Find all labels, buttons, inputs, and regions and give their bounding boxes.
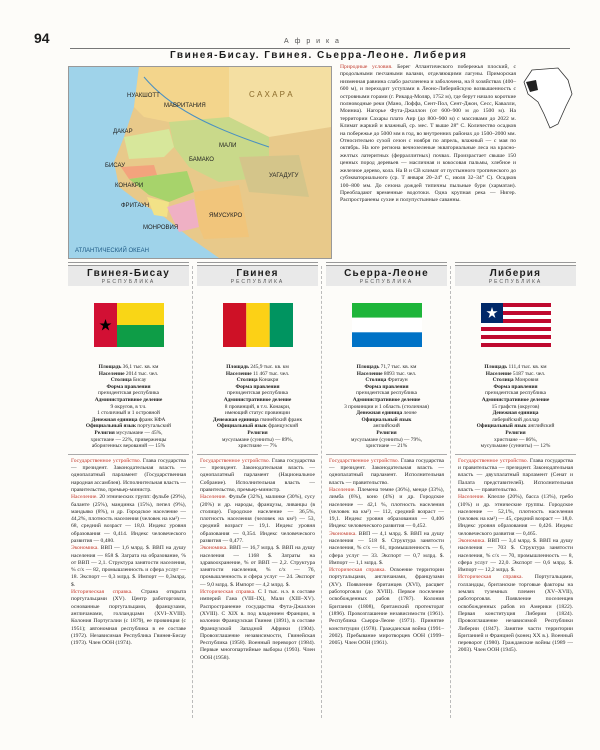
paragraph-text: Освоение территории португальцами, англичанами, французами (XV). Появление британцев (XVI), расцвет работорговли (до XVIII). Первое поселение освобожденных рабов (1787). Колония Британии (1808), британский протекторат (1896). Провозглашение независимости (1961). Республика Сьерра-Леоне (1971). Принятие конституции (1978). Гражданская война (1991–2002). Пребывание миротворцев ООН (1999–2005). Член ООН (1961). xyxy=(329,567,444,647)
paragraph-text: ВВП — 16,7 млрд. $. ВВП на душу населения — 1168 $. Затраты на здравоохранение, % от ВВП — 2,2. Структура занятости населения, % с/х — 76, промышленность и сфера услуг — 24. Экспорт — 9,0 млрд. $. Импорт — 4,2 млрд. $. xyxy=(200,545,315,588)
fact-key: Официальный язык xyxy=(85,423,136,430)
fact-value: 2014 тыс. чел. xyxy=(124,370,159,377)
fact-value: 245,9 тыс. кв. км xyxy=(248,364,289,370)
fact-key: Официальный язык xyxy=(216,423,267,430)
country-type: РЕСПУБЛИКА xyxy=(101,279,156,285)
flag-box xyxy=(326,286,447,364)
intro-body: Берег Атлантического побережья плоский, с продольными песчаными валами, отделяющими лагуны. Приморская низменная равнина слабо расчленена и заболочена, на 8 хозяйствах (400–600 м), и переходит уступами в Леоно-Либерийскую возвышенность с островными горами (г. Рикард-Моляр, 1752 м), где берут начало короткие полноводные реки (Мано, Лоффа, Сент-Пол, Сент-Джон, Сесс, Кавалли, Моиниа). Нагорье Фута-Джаллон (от 600–900 м до 1500 м). На территории Сахары плато Аир (до 800–900 м) с массивами до 2022 м. Климат жаркий и влажный, ср. мес. Т выше 28° С. Количество осадков на побережье до 5000 мм в год, во внутренних районах до 1500–2000 мм. Относительно сухой сезон с ноября по апрель, влажный — с мая по октябрь. На юге региона вечнозеленые экваториальные леса на красно-желтых латеритных (ферраллитных) почвах. Произрастает свыше 150 ценных пород деревьев — масличная и кокосовая пальмы, хлебное и железное дерево, кола. На В и СВ климат от пустынного тропического до субэкваториального (ср. Т января 20–24° С, июля 32–34° С). Осадков 100–800 мм. До сезона дождей типичны пыльные бури (харматан). Преобладают временные водотоки. Одна крупная река — Нигер. Распространены сухие и полупустынные саванны. xyxy=(340,64,516,204)
fact-key: Денежная единица xyxy=(91,416,138,423)
fact-value: христиане — 7% xyxy=(238,443,277,450)
fact-row xyxy=(459,410,572,417)
flag-liberia xyxy=(481,303,551,347)
fact-value: христиане — 21% xyxy=(365,443,408,450)
fact-row xyxy=(72,443,185,450)
fact-key: Площадь xyxy=(484,364,508,370)
paragraph-text: Глава государства — президент. Законодательная власть — однопалатный парламент. Исполнительная власть — правительство. xyxy=(329,457,444,486)
fact-value: 8093 тыс. чел. xyxy=(382,370,417,377)
fact-key: Денежная единица xyxy=(212,416,259,423)
body-paragraph xyxy=(329,531,444,567)
fact-row xyxy=(330,364,443,371)
fact-key: Форма правления xyxy=(493,383,538,390)
fact-key: Религия xyxy=(376,429,397,436)
country-body xyxy=(197,455,318,718)
fact-key: Площадь xyxy=(356,364,380,370)
fact-key: Религия xyxy=(247,429,268,436)
page-number: 94 xyxy=(34,30,50,46)
country-header xyxy=(68,266,189,286)
country-card-guinea-bissau xyxy=(68,262,189,718)
fact-row xyxy=(459,390,572,397)
fact-key: Площадь xyxy=(226,364,249,370)
body-paragraph xyxy=(458,494,573,538)
fact-row xyxy=(72,430,185,437)
country-type: РЕСПУБЛИКА xyxy=(488,279,543,285)
map-label-mauritania: МАВРИТАНИЯ xyxy=(164,103,206,109)
paragraph-heading: Экономика. xyxy=(458,537,486,544)
fact-key: Административное деление xyxy=(94,396,163,403)
fact-value: Конакри xyxy=(257,377,279,384)
fact-value: 111,4 тыс. кв. км xyxy=(507,364,547,370)
fact-key: Население xyxy=(225,370,252,377)
fact-value: 15 графств (округов) xyxy=(491,403,540,410)
paragraph-text: Глава государства — президент. Законодательная власть — однопалатный парламент (Национальное Собрание). Исполнительная власть — правительство, премьер-министр. xyxy=(200,457,315,493)
fact-key: Административное деление xyxy=(481,396,550,403)
fact-value: мусульмане (сунниты) — 12% xyxy=(480,443,551,450)
body-paragraph xyxy=(458,458,573,494)
fact-row xyxy=(72,364,185,371)
country-type: РЕСПУБЛИКА xyxy=(230,279,285,285)
fact-key: Площадь xyxy=(98,364,122,370)
paragraph-text: Фульбе (32%), малинке (30%), сусу (20%) и др. народы, французы, ливанцы (в столице). Городское население — 36,5%, плотность населения (человек на км²) — 53, средний возраст — 19,1. Индекс уровня образования — 0,354. Индекс человеческого развития — 0,477. xyxy=(200,494,315,544)
body-paragraph xyxy=(329,487,444,531)
map-label-yamoussoukro: ЯМУСУКРО xyxy=(209,213,243,219)
fact-row xyxy=(201,423,314,430)
fact-value: президентская республика xyxy=(356,390,417,397)
page-title: Гвинея-Бисау. Гвинея. Сьерра-Леоне. Либерия xyxy=(170,50,468,61)
fact-row xyxy=(72,397,185,404)
fact-row xyxy=(330,430,443,437)
map-label-ouagadougou: УАГАДУГУ xyxy=(269,173,299,179)
fact-value: мусульмане (сунниты) — 89%, xyxy=(222,436,293,443)
body-paragraph xyxy=(200,494,315,545)
fact-key: Официальный язык xyxy=(476,423,527,430)
fact-value: английский xyxy=(526,423,555,430)
map-illustration xyxy=(69,67,331,258)
fact-value: Бисау xyxy=(131,377,147,384)
paragraph-text: ВВП — 1,6 млрд. $. ВВП на душу населения — 858 $. Заграта на образование, % от ВВП — 2,1. Структура занятости населения, % с/х — 82, промышленность и сфера услуг — 18. Экспорт — 0,3 млрд. $. Импорт — 0,3млрд. $. xyxy=(71,545,186,588)
fact-row xyxy=(459,364,572,371)
country-card-sierra-leone xyxy=(326,262,447,718)
fact-row xyxy=(330,390,443,397)
fact-value: президентская республика xyxy=(485,390,546,397)
facts-list xyxy=(72,364,185,450)
paragraph-heading: Историческая справка. xyxy=(329,567,386,574)
paragraph-heading: Население. xyxy=(458,494,485,501)
fact-row xyxy=(201,437,314,444)
natural-conditions-text xyxy=(340,64,516,205)
country-card-liberia xyxy=(455,262,576,718)
paragraph-text: Племена темне (36%), менде (33%), лимба (6%), коно (4%) и др. Городское население — 42,1 %, плотность населения (человек на км²) — 112, средний возраст — 19,1. Индекс уровня образования — 0,406 Индекс человеческого развития — 0,452. xyxy=(329,486,444,530)
fact-key: Административное деление xyxy=(223,396,292,403)
fact-row xyxy=(330,397,443,404)
fact-key: Столица xyxy=(365,377,387,384)
header-rule xyxy=(70,48,570,49)
body-paragraph xyxy=(458,538,573,574)
fact-value: Монровия xyxy=(513,377,539,384)
fact-key: Столица xyxy=(110,377,132,384)
paragraph-text: Глава государства — президент. Законодательная власть — однопалатный парламент (Государственная народная ассамблея). Исполнительная власть — правительство, премьер-министр. xyxy=(71,457,187,493)
paragraph-heading: Государственное устройство. xyxy=(458,457,529,464)
paragraph-text: Глава государства и правительства — президент. Законодательная власть — двухпалатный парламент (Сенат и Палата представителей). Исполнительная власть — правительство. xyxy=(458,457,573,493)
country-header xyxy=(197,266,318,286)
paragraph-text: ВВП — 3,4 млрд. $. ВВП на душу населения — 703 $. Структура занятости населения, % с/х — 70, промышленность — 8, сфера услуг — 22,0. Экспорт — 0,6 млрд. $. Импорт — 12,2 млрд. $. xyxy=(458,537,573,574)
column-divider xyxy=(321,266,322,718)
country-name: Гвинея xyxy=(236,268,279,279)
fact-row xyxy=(459,397,572,404)
fact-value: леоне xyxy=(402,410,417,417)
paragraph-heading: Экономика. xyxy=(200,545,228,552)
fact-value: французский xyxy=(266,423,299,430)
fact-row xyxy=(459,430,572,437)
body-paragraph xyxy=(200,458,315,494)
fact-value: имеющий статус провинции xyxy=(224,410,291,417)
fact-key: Форма правления xyxy=(364,383,409,390)
facts-list xyxy=(459,364,572,450)
country-facts xyxy=(326,364,447,455)
paragraph-heading: Население. xyxy=(329,486,356,493)
fact-value: 9 округов, в т.ч. xyxy=(110,403,147,410)
paragraph-heading: Историческая справка. xyxy=(458,574,523,581)
country-type: РЕСПУБЛИКА xyxy=(359,279,414,285)
fact-row xyxy=(459,443,572,450)
fact-row xyxy=(72,423,185,430)
paragraph-text: С I тыс. н.э. в составе империй Гана (VIII–IX), Мали (XIII–XV). Распространение государства Фута-Джаллон (XVIII). С XIX в. под владением Франции, в колонии Французская Гвинея (1891), в составе Французской Западной Африки (1904). Провозглашение независимости, Гвинейская Республика (1958). Военный переворот (1984). Первые многопартийные выборы (1993). Член ООН (1958). xyxy=(200,589,315,661)
fact-value: 11 467 тыс. чел. xyxy=(251,370,290,377)
paragraph-text: Кпелле (20%), басса (13%), гребо (10%) и др. этнические группы. Городское население — 52,1%, плотность населения (человек на км²) — 45, средний возраст — 18,0. Индекс уровня образования — 0,426. Индекс человеческого развития — 0,465. xyxy=(458,494,573,537)
fact-row xyxy=(72,410,185,417)
fact-row xyxy=(459,404,572,411)
paragraph-text: Страна открыта португальцами (XV). Центр работорговли, основанные португальцами, французами, англичанами, голландцами (XVI–XVIII). Колония Португалии (с 1879), ее провинция (с 1951); автономная республика в ее составе (1972). Независимая Республика Гвинея-Бисау (1973). Член ООН (1974). xyxy=(71,589,186,647)
fact-row xyxy=(330,371,443,378)
map-label-nouakchott: НУАКШОТТ xyxy=(127,93,160,99)
country-facts xyxy=(68,364,189,455)
fact-value: мусульмане (сунниты) — 79%, xyxy=(351,436,422,443)
fact-row xyxy=(201,410,314,417)
country-facts xyxy=(197,364,318,455)
map-label-atlantic: АТЛАНТИЧЕСКИЙ ОКЕАН xyxy=(75,248,149,254)
fact-key: Денежная единица xyxy=(356,410,403,417)
fact-key: Столица xyxy=(492,377,514,384)
fact-value: 5187 тыс. чел. xyxy=(511,370,546,377)
country-cards xyxy=(68,262,576,718)
body-paragraph xyxy=(200,545,315,589)
body-paragraph xyxy=(71,458,186,494)
fact-value: 71,7 тыс. кв. км xyxy=(379,364,417,370)
intro-lead: Природные условия. xyxy=(340,64,393,70)
map-label-freetown: ФРИТАУН xyxy=(121,203,150,209)
fact-key: Официальный язык xyxy=(361,416,412,423)
country-name: Либерия xyxy=(489,268,542,279)
paragraph-heading: Историческая справка. xyxy=(200,589,256,596)
flag-box xyxy=(197,286,318,364)
paragraph-heading: Экономика. xyxy=(71,545,99,552)
map-label-conakry: КОНАКРИ xyxy=(115,183,144,189)
fact-key: Религия xyxy=(505,429,526,436)
fact-value: президентская республика xyxy=(98,390,159,397)
africa-outline xyxy=(524,68,572,128)
fact-row xyxy=(459,371,572,378)
fact-row xyxy=(330,437,443,444)
paragraph-heading: Население. xyxy=(200,494,227,501)
fact-value: президентская республика xyxy=(227,390,288,397)
fact-value: английский xyxy=(373,423,400,430)
map-label-bissau: БИСАУ xyxy=(105,163,126,169)
country-card-guinea xyxy=(197,262,318,718)
fact-row xyxy=(72,377,185,384)
fact-value: христиане — 86%, xyxy=(494,436,537,443)
flag-box xyxy=(455,286,576,364)
body-paragraph xyxy=(71,545,186,589)
paragraph-heading: Государственное устройство. xyxy=(200,457,271,464)
fact-row xyxy=(330,377,443,384)
flag-guinea-bissau xyxy=(94,303,164,347)
country-header xyxy=(455,266,576,286)
flag-box xyxy=(68,286,189,364)
facts-list xyxy=(330,364,443,450)
fact-row xyxy=(330,410,443,417)
fact-value: 8 провинций, в т.ч. Конакри, xyxy=(224,403,291,410)
country-name: Гвинея-Бисау xyxy=(86,268,171,279)
fact-key: Форма правления xyxy=(235,383,280,390)
fact-key: Форма правления xyxy=(106,383,151,390)
paragraph-heading: Государственное устройство. xyxy=(71,457,142,464)
column-divider xyxy=(192,266,193,718)
country-body xyxy=(455,455,576,718)
paragraph-heading: Экономика. xyxy=(329,530,357,537)
fact-row xyxy=(201,377,314,384)
fact-value: франк КФА xyxy=(137,416,166,423)
flag-guinea xyxy=(223,303,293,347)
country-body xyxy=(68,455,189,718)
fact-key: Религия xyxy=(94,429,115,436)
fact-value: либерийский доллар xyxy=(491,416,540,423)
fact-row xyxy=(201,390,314,397)
fact-value: 3 провинции и 1 область (столичная) xyxy=(344,403,429,410)
fact-value: 36,1 тыс. кв. км xyxy=(121,364,159,370)
fact-row xyxy=(72,390,185,397)
fact-key: Административное деление xyxy=(352,396,421,403)
fact-value: аборигенных верований — 15% xyxy=(91,443,166,450)
section-title: А ф р и к а xyxy=(284,38,341,45)
fact-key: Население xyxy=(485,370,512,377)
country-header xyxy=(326,266,447,286)
fact-row xyxy=(330,404,443,411)
fact-value: португальский xyxy=(135,423,172,430)
fact-value: Фритаун xyxy=(386,377,408,384)
fact-row xyxy=(330,423,443,430)
body-paragraph xyxy=(200,589,315,662)
fact-key: Население xyxy=(356,370,383,377)
facts-list xyxy=(201,364,314,450)
country-name: Сьерра-Леоне xyxy=(344,268,429,279)
body-paragraph xyxy=(71,589,186,647)
fact-row xyxy=(201,443,314,450)
fact-row xyxy=(201,364,314,371)
fact-row xyxy=(72,371,185,378)
body-paragraph xyxy=(329,567,444,647)
africa-locator-map xyxy=(522,66,574,130)
fact-row xyxy=(201,430,314,437)
column-divider xyxy=(450,266,451,718)
fact-value: христиане — 22%, приверженцы xyxy=(90,436,167,443)
fact-key: Столица xyxy=(236,377,258,384)
fact-key: Денежная единица xyxy=(492,410,539,417)
paragraph-heading: Население. xyxy=(71,494,98,501)
paragraph-text: 20 этнических групп: фульбе (29%), баланте (25%), мандинка (15%), пепел (9%), мандьяко (8%), и др. Городское население — 44,2%, плотность населения (человек на км²) — 68, средний возраст — 18,0. Индекс уровня образования — 0,414. Индекс человеческого развития — 0,480. xyxy=(71,494,186,544)
fact-value: гвинейский франк xyxy=(258,416,303,423)
country-facts xyxy=(455,364,576,455)
map-label-dakar: ДАКАР xyxy=(113,129,133,135)
map-label-mali: МАЛИ xyxy=(219,143,237,149)
fact-value: мусульмане — 45%, xyxy=(114,429,163,436)
region-map xyxy=(68,66,332,259)
country-body xyxy=(326,455,447,718)
fact-row xyxy=(201,371,314,378)
fact-row xyxy=(459,377,572,384)
fact-value: 1 столичный и 1 островной xyxy=(97,410,160,417)
flag-sierra-leone xyxy=(352,303,422,347)
body-paragraph xyxy=(71,494,186,545)
map-label-monrovia: МОНРОВИЯ xyxy=(143,225,179,231)
paragraph-text: Португальцами, голландцы, британские торговые факторы на землях туземных племен (XV–XVII), работорговля. Появление поселенцев освобожденных рабов из Америки (1822). Первая конституция Либерии (1824). Провозглашение независимой Республики Либерии (1847). Занятие части территории Британией и Францией (конец XX в.). Военный переворот (1980). Гражданские войны (1989 — 2003). Член ООН (1945). xyxy=(458,574,573,654)
map-label-bamako: БАМАКО xyxy=(189,157,214,163)
paragraph-heading: Государственное устройство. xyxy=(329,457,400,464)
fact-row xyxy=(201,397,314,404)
paragraph-heading: Историческая справка. xyxy=(71,589,133,596)
body-paragraph xyxy=(329,458,444,487)
fact-key: Население xyxy=(98,370,125,377)
fact-row xyxy=(459,423,572,430)
body-paragraph xyxy=(458,574,573,654)
fact-row xyxy=(330,443,443,450)
map-label-sahara: С А Х А Р А xyxy=(249,90,293,99)
paragraph-text: ВВП — 4,1 млрд. $. ВВП на душу населения — 518 $. Структура занятости населения, % с/х — 61, промышленность — 6, сфера услуг — 33. Экспорт — 0,7 млрд. $. Импорт — 1,1 млрд. $. xyxy=(329,530,444,566)
